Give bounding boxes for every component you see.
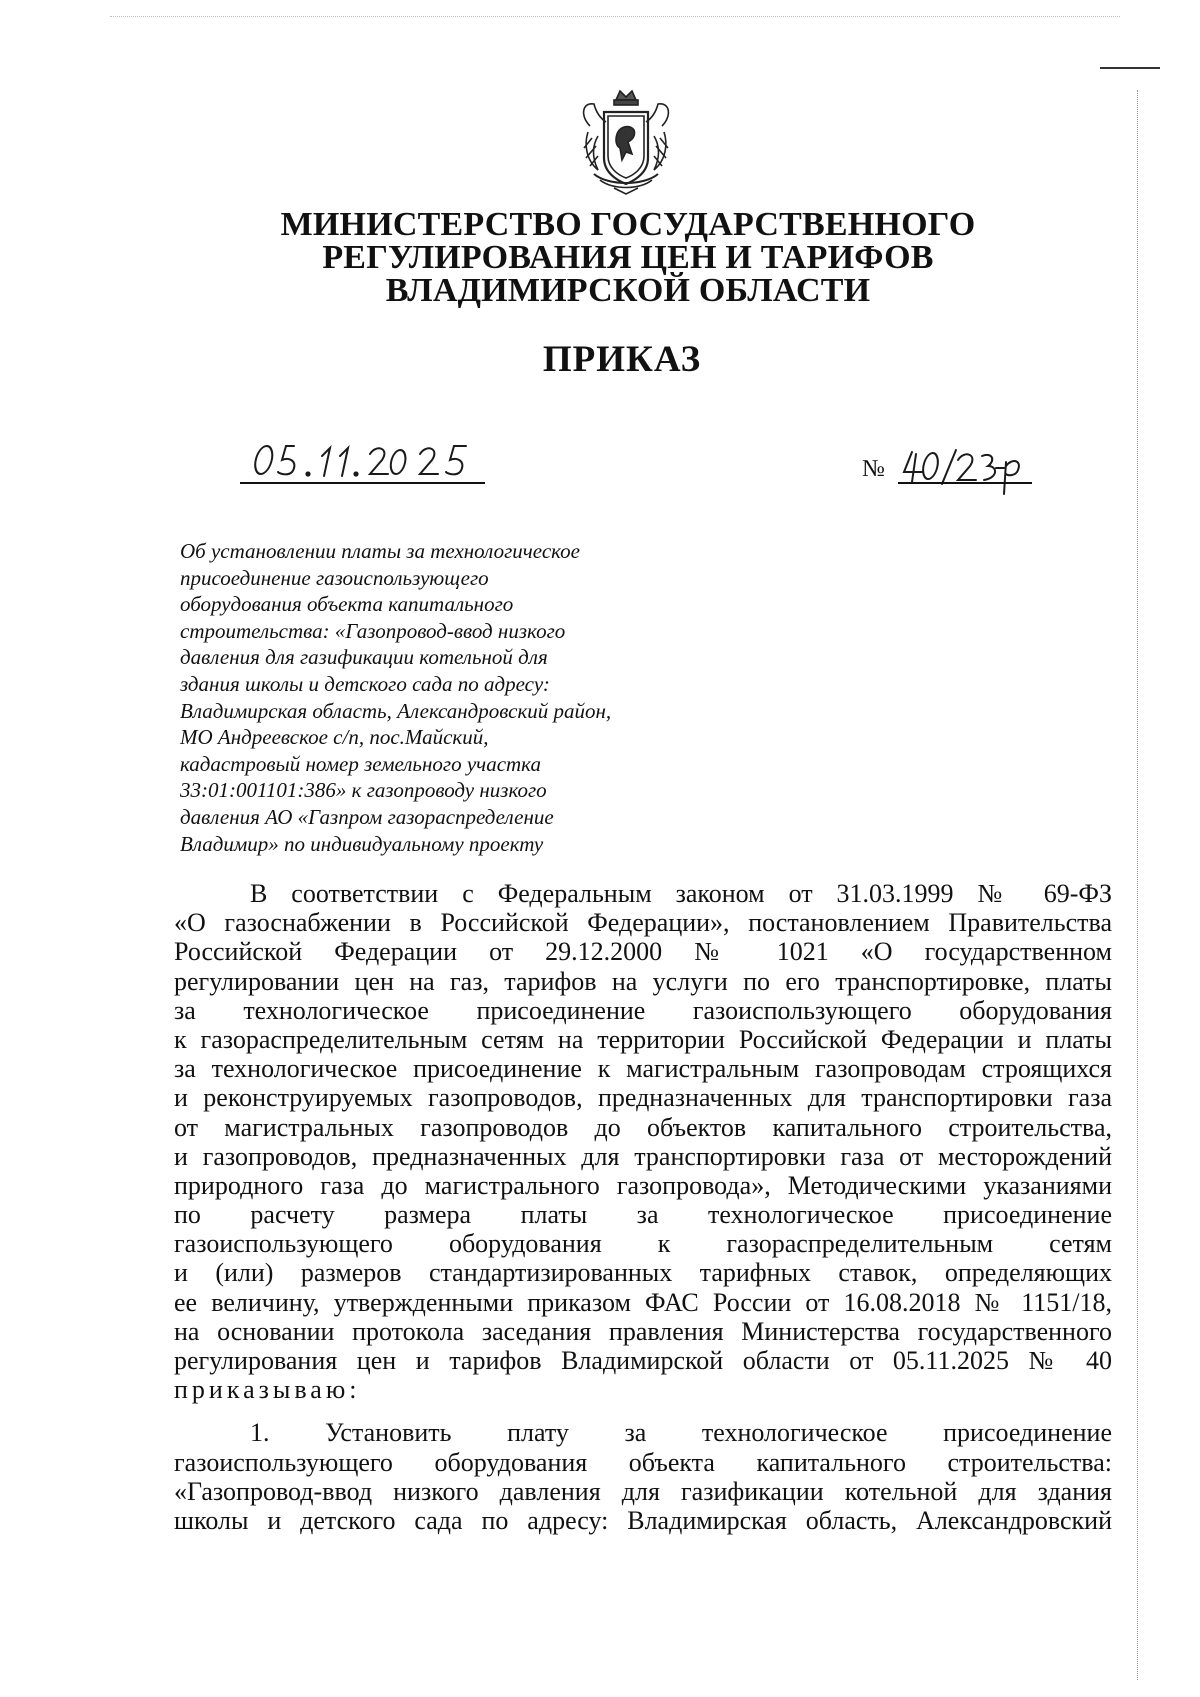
subject-line: 33:01:001101:386» к газопроводу низкого xyxy=(180,778,547,803)
subject-line: Об установлении платы за технологическое xyxy=(180,539,580,563)
scan-artifact-edge xyxy=(1137,90,1138,1680)
preamble-line: от магистральных газопроводов до объектов капитального строительства, xyxy=(174,1112,1112,1142)
handwritten-date xyxy=(252,440,484,480)
preamble-line: за технологическое присоединение к магистральным газопроводам строящихся xyxy=(174,1054,1112,1084)
preamble-line: природного газа до магистрального газопровода», Методическими указаниями xyxy=(174,1170,1112,1200)
preamble-line: на основании протокола заседания правления Министерства государственного xyxy=(174,1316,1112,1346)
subject-line: оборудования объекта капитального xyxy=(180,592,514,617)
item-1-line: 1. Установить плату за технологическое присоединение xyxy=(250,1418,1112,1448)
ministry-header xyxy=(0,208,1200,307)
preamble-line: за технологическое присоединение газоиспользующего оборудования xyxy=(174,995,1112,1025)
order-body xyxy=(174,879,1112,1535)
document-title: ПРИКАЗ xyxy=(542,339,702,380)
order-word: приказываю: xyxy=(174,1375,361,1405)
subject-line: кадастровый номер земельного участка xyxy=(180,751,541,776)
subject-line: МО Андреевское с/п, пос.Майский, xyxy=(180,725,489,750)
subject-line: давления АО «Газпром газораспределение xyxy=(180,804,554,829)
item-1-line: «Газопровод-ввод низкого давления для газификации котельной для здания xyxy=(174,1476,1112,1506)
preamble-line: и (или) размеров стандартизированных тарифных ставок, определяющих xyxy=(174,1258,1112,1288)
number-sign: № xyxy=(862,456,885,482)
preamble-line: по расчету размера платы за технологическое присоединение xyxy=(174,1200,1112,1230)
item-1-line: газоиспользующего оборудования объекта капитального строительства: xyxy=(174,1447,1112,1477)
scan-artifact-top xyxy=(110,16,1120,17)
preamble-line: В соответствии с Федеральным законом от 31.03.1999 № 69-ФЗ xyxy=(250,879,1112,908)
ministry-line-2: РЕГУЛИРОВАНИЯ ЦЕН И ТАРИФОВ xyxy=(322,239,934,276)
subject-line: Владимир» по индивидуальному проекту xyxy=(180,831,544,856)
subject-line: давления для газификации котельной для xyxy=(180,645,548,670)
preamble-line: и реконструируемых газопроводов, предназначенных для транспортировки газа xyxy=(174,1083,1112,1113)
preamble-line: и газопроводов, предназначенных для транспортировки газа от месторождений xyxy=(174,1141,1112,1171)
ministry-line-3: ВЛАДИМИРСКОЙ ОБЛАСТИ xyxy=(385,272,871,309)
preamble-line: регулировании цен на газ, тарифов на услуги по его транспортировке, платы xyxy=(174,966,1112,996)
preamble-line: «О газоснабжении в Российской Федерации», постановлением Правительства xyxy=(174,908,1112,938)
preamble-line: регулирования цен и тарифов Владимирской области от 05.11.2025 № 40 xyxy=(174,1346,1112,1375)
scan-artifact-dash xyxy=(1100,67,1160,69)
preamble-line: к газораспределительным сетям на территории Российской Федерации и платы xyxy=(174,1024,1112,1054)
preamble-line: ее величину, утвержденными приказом ФАС России от 16.08.2018 № 1151/18, xyxy=(174,1287,1112,1317)
subject-line: здания школы и детского сада по адресу: xyxy=(180,671,550,696)
preamble-line: Российской Федерации от 29.12.2000 № 1021 «О государственном xyxy=(174,937,1112,967)
ministry-line-1: МИНИСТЕРСТВО ГОСУДАРСТВЕННОГО xyxy=(280,206,976,243)
preamble-line: газоиспользующего оборудования к газораспределительным сетям xyxy=(174,1229,1112,1259)
number-underline xyxy=(898,482,1032,484)
order-subject xyxy=(180,538,700,857)
subject-line: присоединение газоиспользующего xyxy=(180,565,489,590)
subject-line: строительства: «Газопровод-ввод низкого xyxy=(180,618,566,643)
subject-line: Владимирская область, Александровский район, xyxy=(180,698,612,723)
date-underline xyxy=(240,482,485,484)
coat-of-arms-emblem xyxy=(574,86,678,198)
handwritten-number xyxy=(900,446,1022,498)
item-1-line: школы и детского сада по адресу: Владимирская область, Александровский xyxy=(174,1505,1112,1535)
